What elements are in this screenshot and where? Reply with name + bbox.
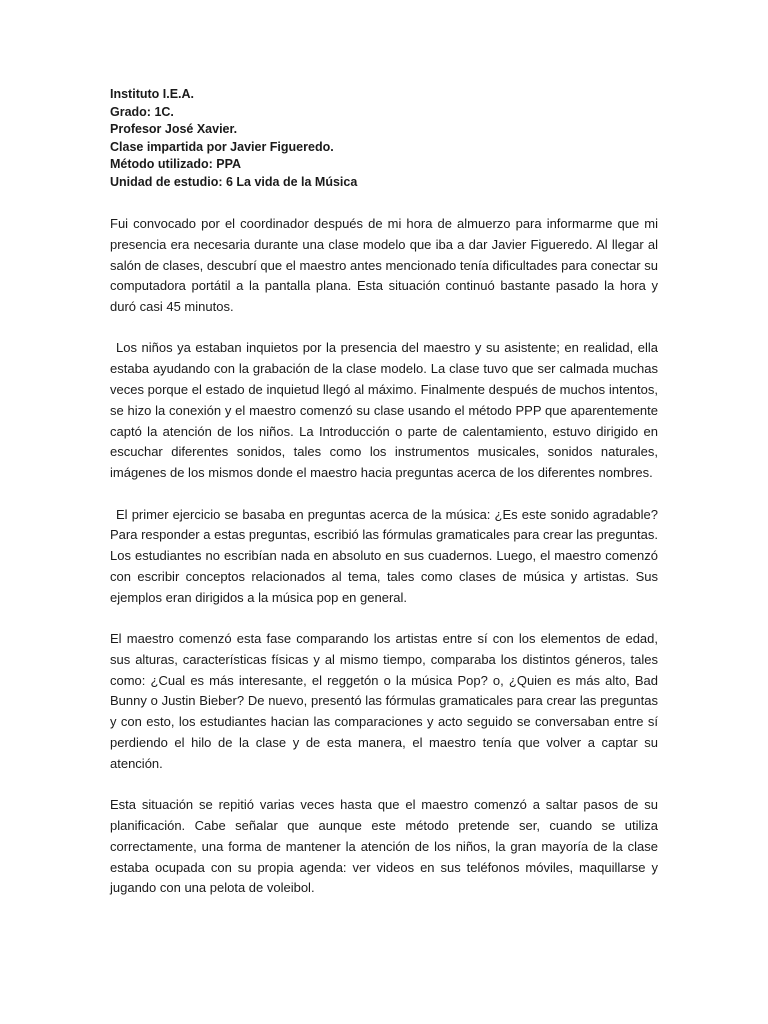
paragraph-3: El primer ejercicio se basaba en preguntas acerca de la música: ¿Es este sonido agradable? Para responder a estas preguntas, escribió las fórmulas gramaticales para crear las preguntas. Los estudiantes no escribían nada en absoluto en sus cuadernos. Luego, el maestro comenzó con escribir conceptos relacionados al tema, tales como clases de música y artistas. Sus ejemplos eran dirigidos a la música pop en general. (110, 506, 658, 605)
grade-line: Grado: 1C. (110, 104, 174, 119)
paragraph-1: Fui convocado por el coordinador después de mi hora de almuerzo para informarme que mi presencia era necesaria durante una clase modelo que iba a dar Javier Figueredo. Al llegar al salón de clases, descubrí que el maestro antes mencionado tenía dificultades para conectar su computadora portátil a la pantalla plana. Esta situación continuó bastante pasado la hora y duró casi 45 minutos. (110, 216, 658, 315)
document-header (110, 86, 658, 191)
teacher-line: Profesor José Xavier. (110, 122, 238, 136)
method-line: Método utilizado: PPA (110, 157, 242, 171)
unit-line: Unidad de estudio: 6 La vida de la Música (110, 174, 358, 189)
paragraph-4: El maestro comenzó esta fase comparando los artistas entre sí con los elementos de edad, sus alturas, características físicas y al mismo tiempo, comparaba los distintos géneros, tales como: ¿Cual es más interesante, el reggetón o la música Pop? o, ¿Quien es más alto, Bad Bunny o Justin Bieber? De nuevo, presentó las fórmulas gramaticales para crear las preguntas y con esto, los estudiantes hacian las comparaciones y acto seguido se conversaban entre sí perdiendo el hilo de la clase y de esta manera, el maestro tenía que volver a captar su atención. (110, 631, 658, 771)
paragraph-2: Los niños ya estaban inquietos por la presencia del maestro y su asistente; en realidad, ella estaba ayudando con la grabación de la clase modelo. La clase tuvo que ser calmada muchas veces porque el estado de inquietud llegó al máximo. Finalmente después de muchos intentos, se hizo la conexión y el maestro comenzó su clase usando el método PPP que aparentemente captó la atención de los niños. La Introducción o parte de calentamiento, estuvo dirigido en escuchar diferentes sonidos, tales como los instrumentos musicales, sonidos naturales, imágenes de los mismos donde el maestro hacia preguntas acerca de los diferentes nombres. (110, 340, 658, 481)
institute-name: Instituto I.E.A. (110, 87, 195, 101)
class-by-line: Clase impartida por Javier Figueredo. (110, 139, 334, 154)
document-page (110, 86, 658, 920)
paragraph-5: Esta situación se repitió varias veces hasta que el maestro comenzó a saltar pasos de su planificación. Cabe señalar que aunque este método pretende ser, cuando se utiliza correctamente, una forma de mantener la atención de los niños, la gran mayoría de la clase estaba ocupada con su propia agenda: ver videos en sus teléfonos móviles, maquillarse y jugando con una pelota de voleibol. (110, 797, 658, 896)
